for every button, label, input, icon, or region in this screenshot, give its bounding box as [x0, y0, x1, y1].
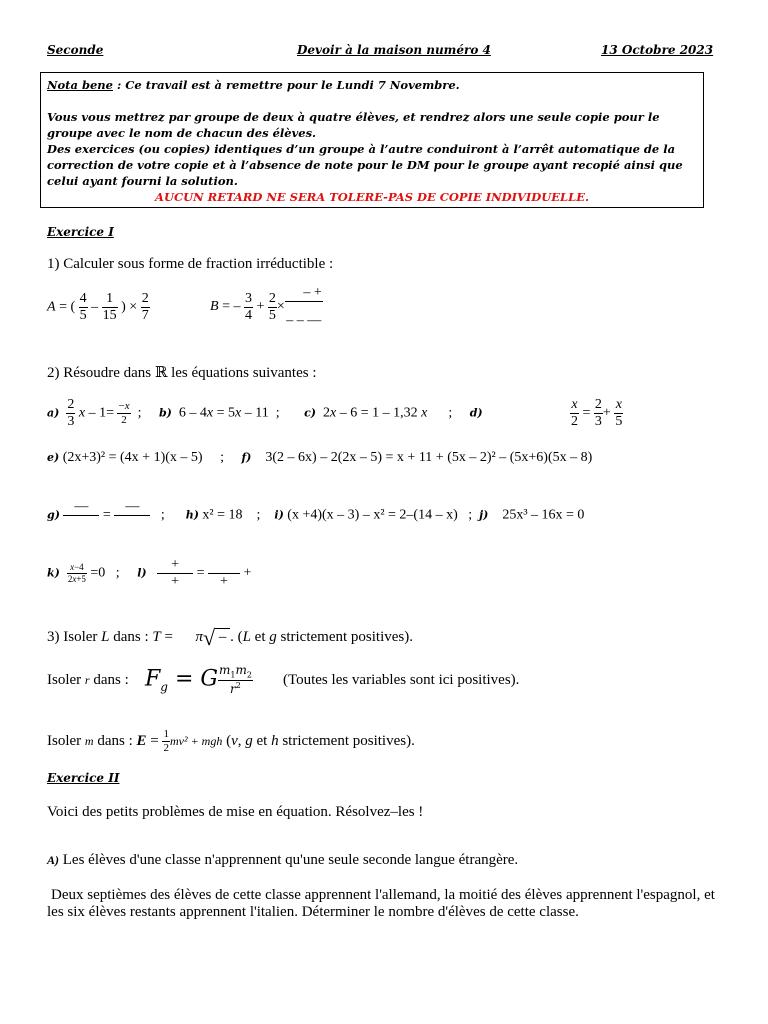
- header-class: Seconde: [47, 43, 104, 57]
- question-3b-note: (Toutes les variables sont ici positives).: [283, 672, 520, 688]
- nota-warning: AUCUN RETARD NE SERA TOLERE-PAS DE COPIE INDIVIDUELLE.: [155, 190, 589, 204]
- exercise-2-intro: Voici des petits problèmes de mise en équation. Résolvez–les !: [47, 804, 424, 820]
- equation-i: (x +4)(x – 3) – x² = 2–(14 – x): [287, 507, 458, 523]
- question-2: 2) Résoudre dans ℝ les équations suivantes :: [47, 365, 317, 381]
- equation-f: 3(2 – 6x) – 2(2x – 5) = x + 11 + (5x – 2)² – (5x+6)(5x – 8): [265, 450, 593, 465]
- expression-a: A = ( $\frac{4}{5}$ – $\frac{1}{15}$ ) × $\frac{2}{7}$: [47, 291, 149, 323]
- header-title: Devoir à la maison numéro 4: [297, 43, 491, 57]
- nota-line1: : Ce travail est à remettre pour le Lundi 7 Novembre.: [113, 78, 460, 92]
- question-3c: Isoler m dans : E = $\frac{1}{2}$ mv² + mgh (v, g et h strictement positives).: [47, 728, 415, 754]
- nota-para1: Vous vous mettrez par groupe de deux à quatre élèves, et rendrez alors une seule copie pour le groupe avec le nom de chacun des élèves.: [47, 110, 660, 140]
- problem-a: A) Les élèves d'une classe n'apprennent qu'une seule seconde langue étrangère.: [47, 852, 519, 868]
- equation-row-1: a) $\frac{2}{3}$ x – 1= $\frac{-x}{2}$ ; b) 6 – 4x = 5x – 11 ; c) 2x – 6 = 1 – 1,32 x ; d): [47, 397, 483, 429]
- problem-a-text: Deux septièmes des élèves de cette classe apprennent l'allemand, la moitié des élèves apprennent l'espagnol, et les six élèves restants apprennent l'italien. Déterminer le nombre d'élèves de cette classe.: [47, 887, 715, 920]
- equation-h: x² = 18: [202, 507, 243, 523]
- nota-bene-box: [40, 72, 704, 208]
- equation-e: (2x+3)² = (4x + 1)(x – 5): [62, 450, 203, 465]
- question-1: 1) Calculer sous forme de fraction irréductible :: [47, 256, 334, 272]
- nota-para2: Des exercices (ou copies) identiques d’un groupe à l’autre conduiront à l’arrêt automatique de la correction de votre copie et à l’absence de note pour le DM pour le groupe ayant recopié ainsi que celui ayant fourni la solution.: [47, 142, 683, 188]
- question-3b: Isoler r dans :: [47, 672, 129, 688]
- exercise-2-title: Exercice II: [47, 771, 120, 785]
- exercise-1-title: Exercice I: [47, 225, 114, 239]
- equation-j: 25x³ – 16x = 0: [502, 507, 585, 523]
- equation-row-4: k) $\frac{x-4}{2x+5}$ =0 ; l) $\frac{+}{+}$ = + +: [47, 557, 252, 589]
- equation-d: $\frac{x}{2}$ = $\frac{2}{3}$ + $\frac{x}{5}$: [571, 397, 623, 429]
- nota-label: Nota bene: [47, 78, 113, 92]
- equation-row-3: g) — = — ; h) x² = 18 ; i) (x +4)(x – 3) – x² = 2–(14 – x) ; j) 25x³ – 16x = 0: [47, 499, 585, 523]
- equation-row-2: e) (2x+3)² = (4x + 1)(x – 5) ; f) 3(2 – 6x) – 2(2x – 5) = x + 11 + (5x – 2)² – (5x+6)(5x – 8): [47, 450, 593, 465]
- question-3a: 3) Isoler L dans : T = π√ – . (L et g strictement positives).: [47, 625, 413, 650]
- formula-gravity: $F_g = G$ $\frac{m_1m_2}{r^2}$: [145, 663, 252, 697]
- expression-b: B = – $\frac{3}{4}$ + $\frac{2}{5}$ × $\frac{- +}{- - —}$: [210, 285, 322, 328]
- header-date: 13 Octobre 2023: [601, 43, 714, 57]
